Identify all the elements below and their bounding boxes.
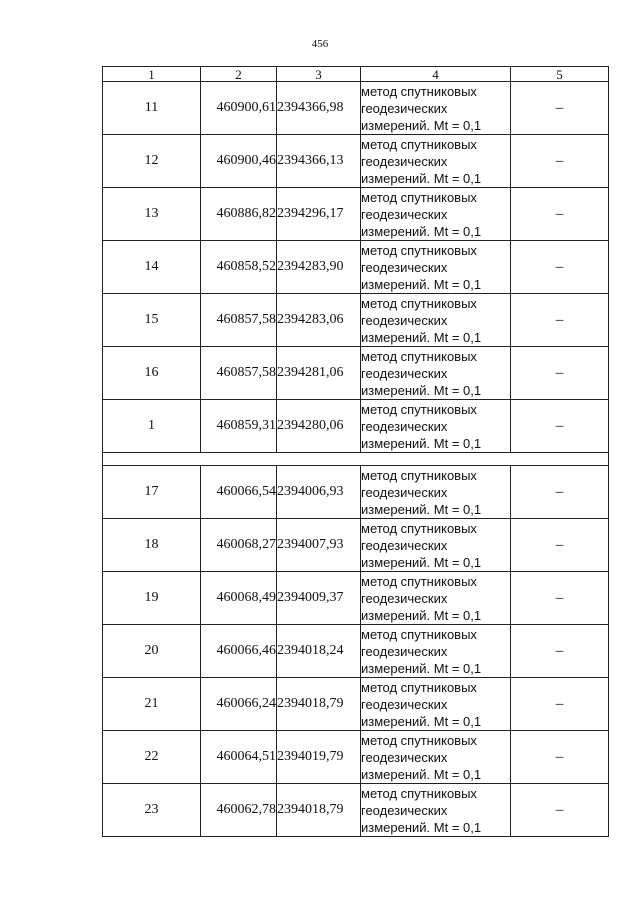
method-line: геодезических [361, 259, 448, 275]
method-line: геодезических [361, 365, 448, 381]
coord-x: 460857,58 [201, 347, 277, 400]
header-row [103, 67, 609, 82]
coord-y: 2394366,13 [277, 135, 361, 188]
method-description [361, 135, 511, 188]
header-cell: 1 [103, 67, 201, 82]
coord-y: 2394018,24 [277, 625, 361, 678]
table-row [103, 625, 609, 678]
method-line: измерений. Mt = 0,1 [361, 766, 482, 782]
method-line: геодезических [361, 643, 448, 659]
point-number: 16 [103, 347, 201, 400]
coord-x: 460900,61 [201, 82, 277, 135]
method-description [361, 625, 511, 678]
method-line: геодезических [361, 590, 448, 606]
note-cell: – [511, 400, 609, 453]
method-description [361, 731, 511, 784]
point-number: 20 [103, 625, 201, 678]
method-description [361, 466, 511, 519]
note-cell: – [511, 784, 609, 837]
method-line: метод спутниковых [361, 242, 477, 258]
note-cell: – [511, 519, 609, 572]
method-line: геодезических [361, 206, 448, 222]
note-cell: – [511, 625, 609, 678]
method-line: метод спутниковых [361, 626, 477, 642]
coord-x: 460858,52 [201, 241, 277, 294]
method-line: измерений. Mt = 0,1 [361, 660, 482, 676]
method-description [361, 519, 511, 572]
method-description [361, 188, 511, 241]
point-number: 22 [103, 731, 201, 784]
method-line: геодезических [361, 418, 448, 434]
point-number: 12 [103, 135, 201, 188]
method-line: геодезических [361, 749, 448, 765]
method-line: измерений. Mt = 0,1 [361, 382, 482, 398]
method-line: метод спутниковых [361, 573, 477, 589]
table-row [103, 294, 609, 347]
method-line: метод спутниковых [361, 189, 477, 205]
point-number: 1 [103, 400, 201, 453]
table-row [103, 784, 609, 837]
note-cell: – [511, 731, 609, 784]
method-line: метод спутниковых [361, 785, 477, 801]
method-description [361, 784, 511, 837]
coord-x: 460900,46 [201, 135, 277, 188]
method-description [361, 294, 511, 347]
coord-x: 460886,82 [201, 188, 277, 241]
coord-x: 460068,49 [201, 572, 277, 625]
note-cell: – [511, 241, 609, 294]
method-line: геодезических [361, 100, 448, 116]
method-line: метод спутниковых [361, 348, 477, 364]
method-line: геодезических [361, 537, 448, 553]
coord-y: 2394283,06 [277, 294, 361, 347]
table-row [103, 135, 609, 188]
separator-cell [103, 453, 609, 466]
point-number: 11 [103, 82, 201, 135]
table-row [103, 731, 609, 784]
method-description [361, 82, 511, 135]
method-line: метод спутниковых [361, 401, 477, 417]
page-number: 456 [311, 38, 329, 50]
method-line: метод спутниковых [361, 295, 477, 311]
header-cell: 4 [361, 67, 511, 82]
table-row [103, 188, 609, 241]
note-cell: – [511, 572, 609, 625]
note-cell: – [511, 294, 609, 347]
method-line: измерений. Mt = 0,1 [361, 501, 482, 517]
note-cell: – [511, 347, 609, 400]
coord-y: 2394007,93 [277, 519, 361, 572]
method-line: измерений. Mt = 0,1 [361, 170, 482, 186]
point-number: 15 [103, 294, 201, 347]
coord-x: 460066,54 [201, 466, 277, 519]
method-line: геодезических [361, 484, 448, 500]
method-line: измерений. Mt = 0,1 [361, 819, 482, 835]
method-description [361, 241, 511, 294]
table-row [103, 678, 609, 731]
note-cell: – [511, 678, 609, 731]
note-cell: – [511, 135, 609, 188]
table-row [103, 241, 609, 294]
coord-x: 460066,24 [201, 678, 277, 731]
coord-y: 2394019,79 [277, 731, 361, 784]
coordinates-table [102, 66, 609, 837]
coord-y: 2394006,93 [277, 466, 361, 519]
method-line: метод спутниковых [361, 136, 477, 152]
method-description [361, 572, 511, 625]
table-row [103, 82, 609, 135]
method-description [361, 678, 511, 731]
point-number: 21 [103, 678, 201, 731]
coord-x: 460068,27 [201, 519, 277, 572]
method-line: измерений. Mt = 0,1 [361, 554, 482, 570]
coord-y: 2394018,79 [277, 784, 361, 837]
point-number: 13 [103, 188, 201, 241]
separator-row [103, 453, 609, 466]
method-line: метод спутниковых [361, 732, 477, 748]
table-row [103, 347, 609, 400]
method-line: геодезических [361, 696, 448, 712]
point-number: 14 [103, 241, 201, 294]
method-line: метод спутниковых [361, 83, 477, 99]
header-cell: 3 [277, 67, 361, 82]
method-line: метод спутниковых [361, 679, 477, 695]
coord-x: 460062,78 [201, 784, 277, 837]
coord-x: 460066,46 [201, 625, 277, 678]
point-number: 18 [103, 519, 201, 572]
method-line: измерений. Mt = 0,1 [361, 329, 482, 345]
method-line: измерений. Mt = 0,1 [361, 435, 482, 451]
method-line: измерений. Mt = 0,1 [361, 117, 482, 133]
method-line: метод спутниковых [361, 467, 477, 483]
coord-y: 2394018,79 [277, 678, 361, 731]
method-description [361, 400, 511, 453]
table-row [103, 400, 609, 453]
method-line: геодезических [361, 153, 448, 169]
point-number: 17 [103, 466, 201, 519]
coord-y: 2394009,37 [277, 572, 361, 625]
coord-x: 460859,31 [201, 400, 277, 453]
method-line: измерений. Mt = 0,1 [361, 276, 482, 292]
note-cell: – [511, 82, 609, 135]
coord-x: 460857,58 [201, 294, 277, 347]
point-number: 23 [103, 784, 201, 837]
method-line: геодезических [361, 312, 448, 328]
method-line: геодезических [361, 802, 448, 818]
table-body [103, 82, 609, 837]
header-cell: 2 [201, 67, 277, 82]
coord-y: 2394366,98 [277, 82, 361, 135]
coord-y: 2394281,06 [277, 347, 361, 400]
coord-y: 2394280,06 [277, 400, 361, 453]
method-line: измерений. Mt = 0,1 [361, 607, 482, 623]
table-row [103, 466, 609, 519]
table-row [103, 519, 609, 572]
method-line: измерений. Mt = 0,1 [361, 223, 482, 239]
table-row [103, 572, 609, 625]
note-cell: – [511, 466, 609, 519]
point-number: 19 [103, 572, 201, 625]
method-description [361, 347, 511, 400]
note-cell: – [511, 188, 609, 241]
header-cell: 5 [511, 67, 609, 82]
method-line: метод спутниковых [361, 520, 477, 536]
coord-y: 2394296,17 [277, 188, 361, 241]
coord-x: 460064,51 [201, 731, 277, 784]
method-line: измерений. Mt = 0,1 [361, 713, 482, 729]
coord-y: 2394283,90 [277, 241, 361, 294]
